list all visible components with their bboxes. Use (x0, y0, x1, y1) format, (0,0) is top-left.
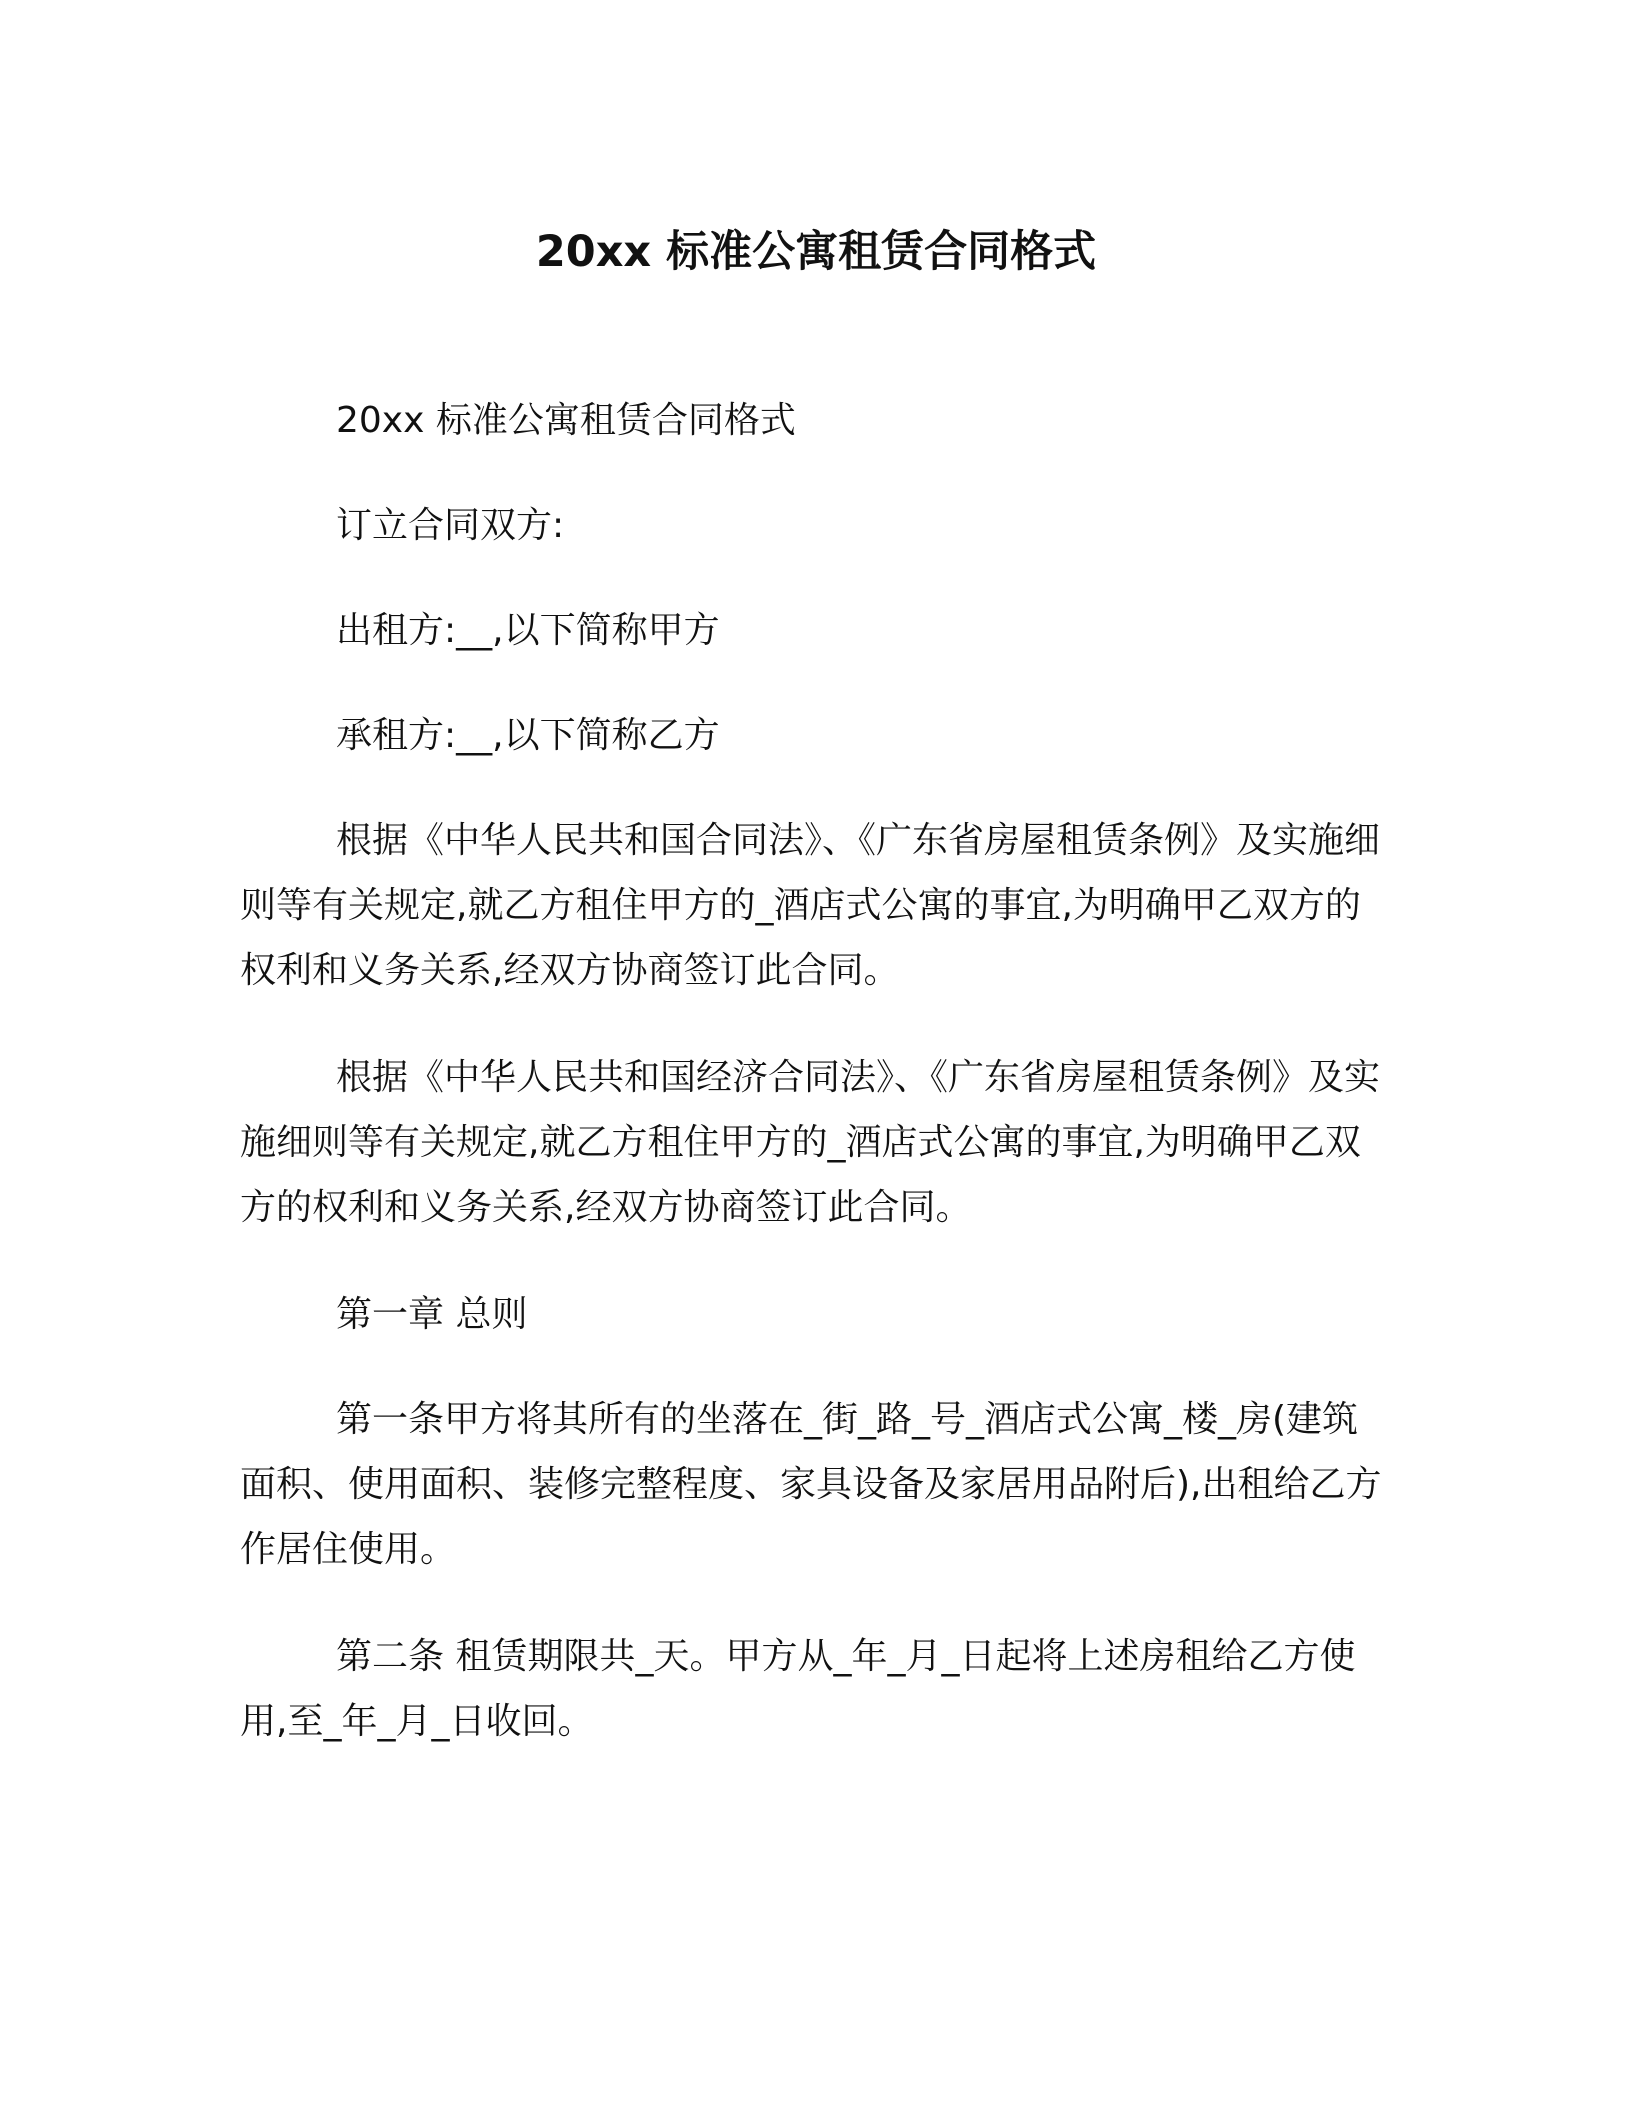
document-title: 20xx 标准公寓租赁合同格式 (535, 227, 1097, 277)
lessee-line: 承租方:__,以下简称乙方 (336, 715, 720, 756)
preamble-paragraph-2: 根据《中华人民共和国经济合同法》、《广东省房屋租赁条例》及实施细则等有关规定,就乙方租住甲方的_酒店式公寓的事宜,为明确甲乙双方的权利和义务关系,经双方协商签订此合同。 (240, 1057, 1381, 1228)
preamble-paragraph-1: 根据《中华人民共和国合同法》、《广东省房屋租赁条例》及实施细则等有关规定,就乙方租住甲方的_酒店式公寓的事宜,为明确甲乙双方的权利和义务关系,经双方协商签订此合同。 (240, 820, 1381, 991)
body-heading: 20xx 标准公寓租赁合同格式 (336, 400, 796, 441)
article-2: 第二条 租赁期限共_天。甲方从_年_月_日起将上述房租给乙方使用,至_年_月_日收回。 (240, 1636, 1356, 1742)
lessor-line: 出租方:__,以下简称甲方 (336, 610, 720, 651)
chapter-heading: 第一章 总则 (336, 1294, 528, 1335)
contract-parties-label: 订立合同双方: (336, 505, 565, 546)
article-1: 第一条甲方将其所有的坐落在_街_路_号_酒店式公寓_楼_房(建筑面积、使用面积、装修完整程度、家具设备及家居用品附后),出租给乙方作居住使用。 (240, 1399, 1382, 1570)
document-body (240, 388, 1390, 1796)
